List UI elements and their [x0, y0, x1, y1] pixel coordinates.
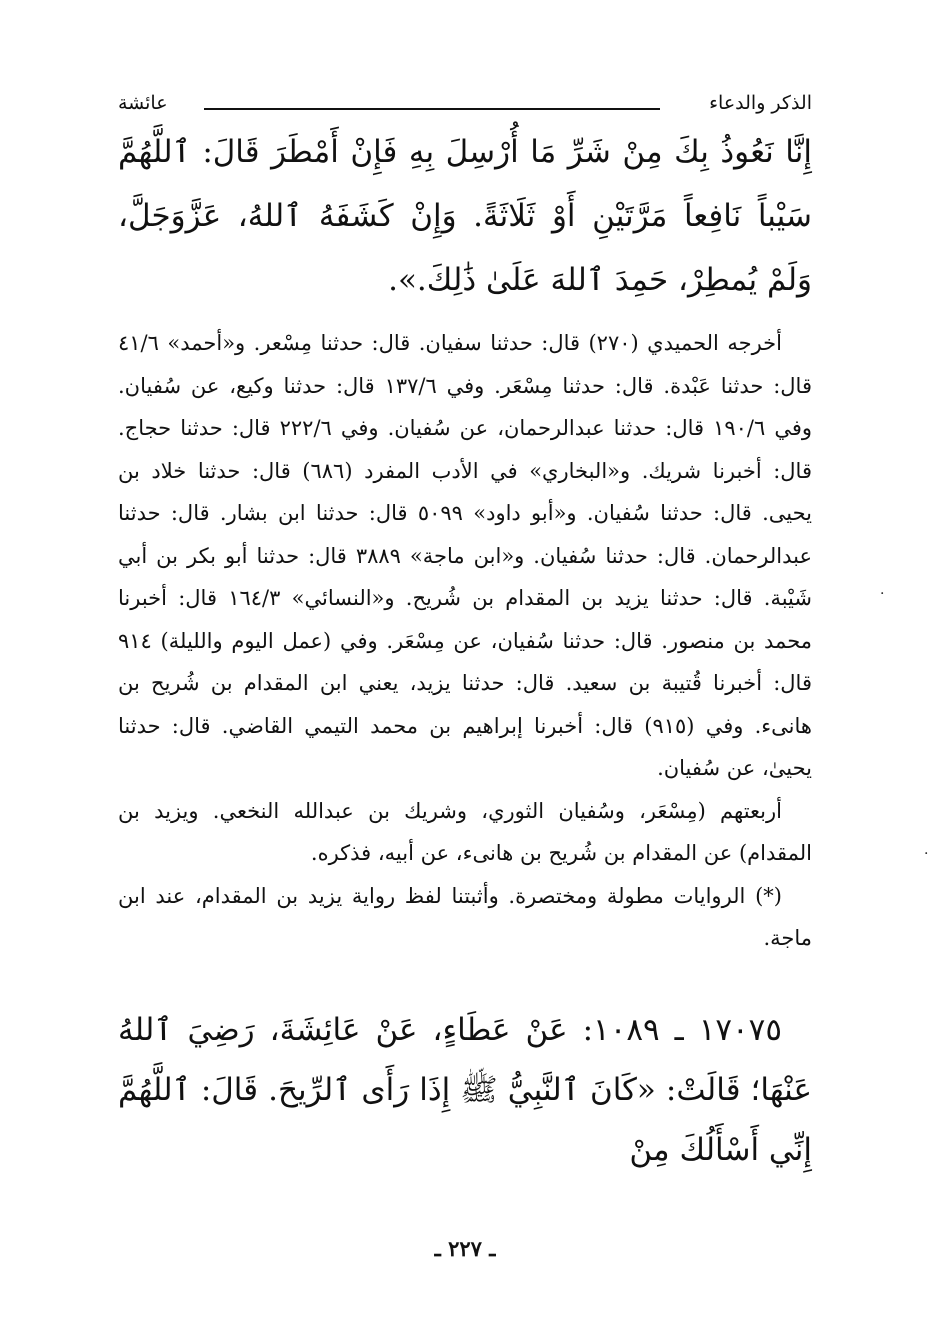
chains-summary-paragraph: أربعتهم (مِسْعَر، وسُفيان الثوري، وشريك بن عبدالله النخعي. ويزيد بن المقدام) عن المقدام بن شُريح بن هانىء، عن أبيه، فذكره.: [118, 798, 812, 865]
variants-note: (*) الروايات مطولة ومختصرة. وأثبتنا لفظ رواية يزيد بن المقدام، عند ابن ماجة.: [118, 883, 812, 950]
header-rule: [204, 108, 660, 110]
takhrij-paragraph: أخرجه الحميدي (٢٧٠) قال: حدثنا سفيان. قال: حدثنا مِسْعر. و«أحمد» ٤١/٦ قال: حدثنا عَبْدة. قال: حدثنا مِسْعَر. وفي ١٣٧/٦ قال: حدثنا وكيع، عن سُفيان. وفي ١٩٠/٦ قال: حدثنا عبدالرحمان، عن سُفيان. وفي ٢٢٢/٦ قال: حدثنا حجاج. قال: أخبرنا شريك. و«البخاري» في الأدب المفرد (٦٨٦) قال: حدثنا خلاد بن يحيى. قال: حدثنا سُفيان. و«أبو داود» ٥٠٩٩ قال: حدثنا ابن بشار. قال: حدثنا عبدالرحمان. قال: حدثنا سُفيان. و«ابن ماجة» ٣٨٨٩ قال: حدثنا أبو بكر بن أبي شَيْبة. قال: حدثنا يزيد بن المقدام بن شُريح. و«النسائي» ١٦٤/٣ قال: أخبرنا محمد بن منصور. قال: حدثنا سُفيان، عن مِسْعَر. وفي (عمل اليوم والليلة) ٩١٤ قال: أخبرنا قُتيبة بن سعيد. قال: حدثنا يزيد، يعني ابن المقدام بن شُريح بن هانىء. وفي (٩١٥) قال: أخبرنا إبراهيم بن محمد التيمي القاضي. قال: حدثنا يحيىٰ، عن سُفيان.: [118, 331, 813, 780]
book-page: [118, 88, 812, 1268]
hadith-continuation-text: إِنَّا نَعُوذُ بِكَ مِنْ شَرِّ مَا أُرْسِلَ بِهِ فَإِنْ أَمْطَرَ قَالَ: ٱللَّهُمَّ سَيْباً نَافِعاً مَرَّتَيْنِ أَوْ ثَلَاثَةً. وَإِنْ كَشَفَهُ ٱللهُ، عَزَّوَجَلَّ، وَلَمْ يُمطِرْ، حَمِدَ ٱللهَ عَلَىٰ ذَٰلِكَ.».: [118, 134, 812, 298]
header-section-title: الذكر والدعاء: [709, 92, 812, 114]
page-number: ـ ٢٢٧ ـ: [434, 1236, 496, 1261]
footnotes-block: [118, 322, 812, 960]
next-hadith: [118, 1000, 812, 1180]
running-header: [118, 88, 812, 122]
margin-mark-dot: ·: [880, 586, 885, 602]
hadith-number: ١٧٠٧٥ ـ ١٠٨٩:: [582, 1011, 782, 1048]
header-narrator-title: عائشة: [118, 92, 168, 114]
margin-mark-dot: ·: [924, 846, 929, 862]
next-hadith-text: عَنْ عَطَاءٍ، عَنْ عَائِشَةَ، رَضِيَ ٱللهُ عَنْهَا؛ قَالَتْ: «كَانَ ٱلنَّبِيُّ ﷺ إِذَا رَأَى ٱلرِّيحَ. قَالَ: ٱللَّهُمَّ إِنِّي أَسْأَلُكَ مِنْ: [118, 1011, 812, 1168]
